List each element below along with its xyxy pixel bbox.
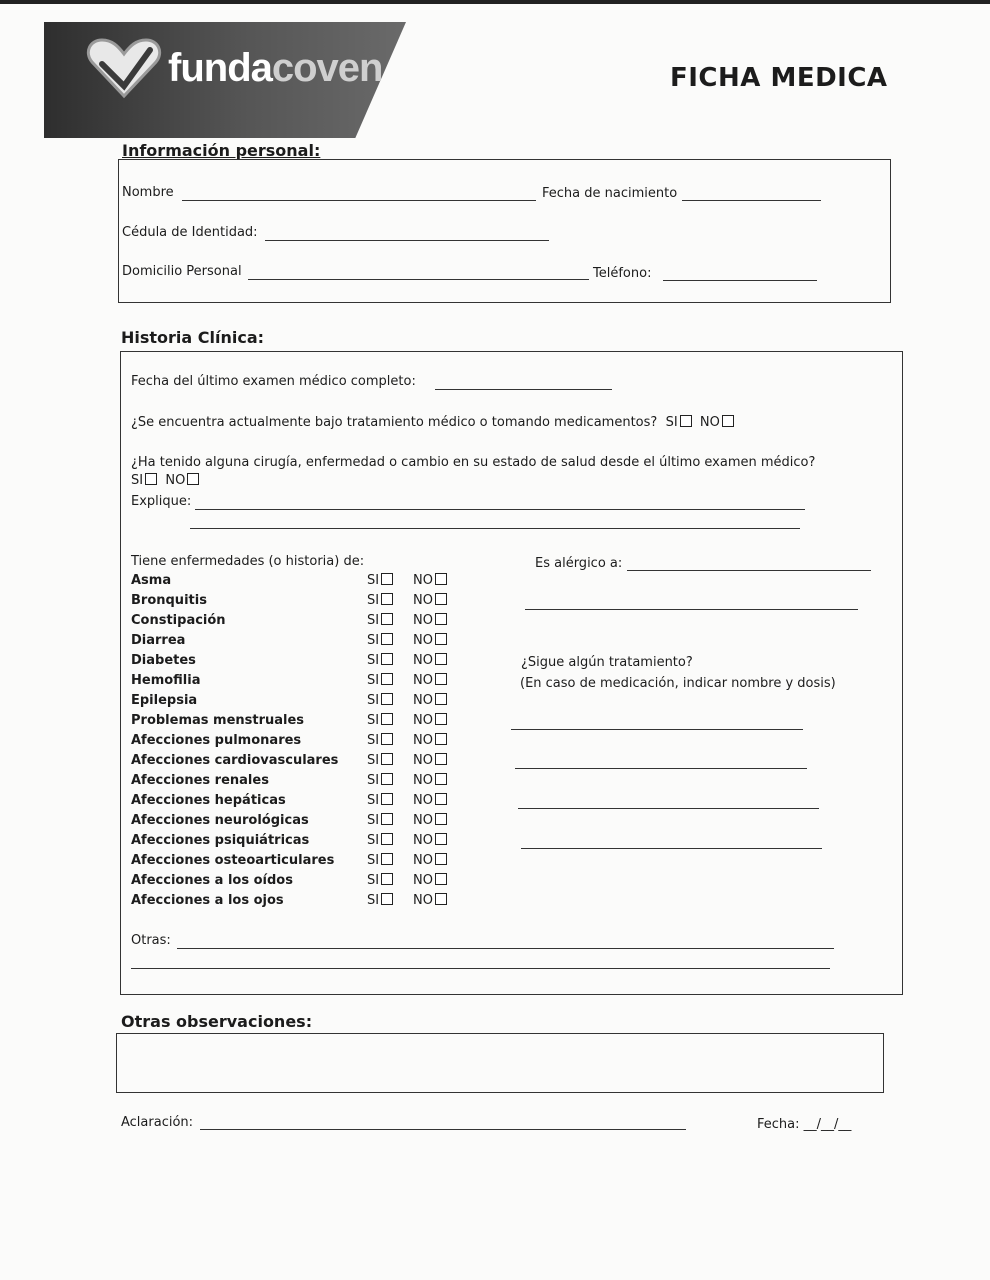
top-edge-line <box>0 0 990 4</box>
condition-si[interactable] <box>367 773 393 788</box>
si-label: SI <box>367 793 380 808</box>
no-label: NO <box>413 773 433 788</box>
si-label: SI <box>367 813 380 828</box>
alergico-field-2[interactable] <box>525 609 858 610</box>
condition-no[interactable] <box>413 793 447 808</box>
condition-label: Afecciones neurológicas <box>131 813 309 828</box>
condition-si[interactable] <box>367 573 393 588</box>
fecha-label <box>757 1117 851 1132</box>
enfermedades-header: Tiene enfermedades (o historia) de: <box>131 554 365 569</box>
cedula-field[interactable] <box>265 240 549 241</box>
cirugia-no-label: NO <box>165 473 186 488</box>
fecha-nacimiento-field[interactable] <box>682 200 821 201</box>
no-label: NO <box>413 673 433 688</box>
explique-field-1[interactable] <box>195 509 805 510</box>
si-label: SI <box>367 693 380 708</box>
tratamiento-no-label: NO <box>699 415 720 430</box>
condition-si[interactable] <box>367 853 393 868</box>
condition-no[interactable] <box>413 573 447 588</box>
page-title: FICHA MEDICA <box>670 63 888 93</box>
si-checkbox[interactable] <box>381 873 393 885</box>
tratamiento-question-text: ¿Se encuentra actualmente bajo tratamiento médico o tomando medicamentos? <box>131 415 658 430</box>
tratamiento-si-checkbox[interactable] <box>680 415 692 427</box>
fecha-field[interactable]: __/__/__ <box>803 1117 852 1132</box>
no-checkbox[interactable] <box>435 693 447 705</box>
no-label: NO <box>413 873 433 888</box>
si-checkbox[interactable] <box>381 653 393 665</box>
logo-part1: funda <box>168 46 272 90</box>
no-label: NO <box>413 593 433 608</box>
cirugia-options <box>131 473 199 488</box>
no-label: NO <box>413 833 433 848</box>
si-label: SI <box>367 633 380 648</box>
si-label: SI <box>367 753 380 768</box>
condition-no[interactable] <box>413 873 447 888</box>
tratamiento-field-3[interactable] <box>518 808 819 809</box>
ultimo-examen-field[interactable] <box>435 389 612 390</box>
no-label: NO <box>413 853 433 868</box>
no-label: NO <box>413 653 433 668</box>
si-label: SI <box>367 773 380 788</box>
no-checkbox[interactable] <box>435 633 447 645</box>
observaciones-section-title: Otras observaciones: <box>121 1012 313 1031</box>
nombre-label: Nombre <box>122 185 174 200</box>
no-checkbox[interactable] <box>435 713 447 725</box>
no-label: NO <box>413 613 433 628</box>
condition-si[interactable] <box>367 813 393 828</box>
no-checkbox[interactable] <box>435 853 447 865</box>
condition-si[interactable] <box>367 733 393 748</box>
condition-si[interactable] <box>367 653 393 668</box>
no-checkbox[interactable] <box>435 793 447 805</box>
condition-label: Afecciones pulmonares <box>131 733 302 748</box>
fecha-label-text: Fecha: <box>757 1117 800 1132</box>
no-checkbox[interactable] <box>435 733 447 745</box>
condition-label: Diarrea <box>131 633 186 648</box>
si-label: SI <box>367 613 380 628</box>
condition-no[interactable] <box>413 813 447 828</box>
condition-label: Asma <box>131 573 172 588</box>
si-label: SI <box>367 653 380 668</box>
telefono-label: Teléfono: <box>593 266 652 281</box>
cirugia-si-label: SI <box>131 473 144 488</box>
condition-no[interactable] <box>413 753 447 768</box>
condition-no[interactable] <box>413 833 447 848</box>
condition-si[interactable] <box>367 613 393 628</box>
no-checkbox[interactable] <box>435 753 447 765</box>
si-label: SI <box>367 833 380 848</box>
si-checkbox[interactable] <box>381 853 393 865</box>
si-label: SI <box>367 853 380 868</box>
logo-wordmark <box>168 46 382 91</box>
observaciones-textarea[interactable] <box>116 1033 884 1093</box>
si-label: SI <box>367 873 380 888</box>
si-checkbox[interactable] <box>381 693 393 705</box>
no-label: NO <box>413 893 433 908</box>
condition-si[interactable] <box>367 833 393 848</box>
no-checkbox[interactable] <box>435 593 447 605</box>
condition-label: Afecciones hepáticas <box>131 793 286 808</box>
no-checkbox[interactable] <box>435 773 447 785</box>
condition-label: Problemas menstruales <box>131 713 305 728</box>
si-checkbox[interactable] <box>381 733 393 745</box>
si-label: SI <box>367 893 380 908</box>
si-label: SI <box>367 593 380 608</box>
no-checkbox[interactable] <box>435 893 447 905</box>
telefono-field[interactable] <box>663 280 817 281</box>
si-checkbox[interactable] <box>381 833 393 845</box>
condition-si[interactable] <box>367 713 393 728</box>
cirugia-question: ¿Ha tenido alguna cirugía, enfermedad o cambio en su estado de salud desde el último examen médico? <box>131 455 816 470</box>
no-checkbox[interactable] <box>435 813 447 825</box>
condition-si[interactable] <box>367 633 393 648</box>
si-label: SI <box>367 573 380 588</box>
explique-field-2[interactable] <box>190 528 800 529</box>
si-checkbox[interactable] <box>381 793 393 805</box>
si-checkbox[interactable] <box>381 593 393 605</box>
condition-si[interactable] <box>367 593 393 608</box>
condition-no[interactable] <box>413 613 447 628</box>
tratamiento-no-checkbox[interactable] <box>722 415 734 427</box>
condition-label: Hemofilia <box>131 673 201 688</box>
tratamiento-field-4[interactable] <box>521 848 822 849</box>
no-label: NO <box>413 753 433 768</box>
condition-si[interactable] <box>367 893 393 908</box>
condition-label: Afecciones osteoarticulares <box>131 853 335 868</box>
domicilio-label: Domicilio Personal <box>122 264 242 279</box>
condition-label: Afecciones cardiovasculares <box>131 753 339 768</box>
cirugia-no-checkbox[interactable] <box>187 473 199 485</box>
ultimo-examen-label: Fecha del último examen médico completo: <box>131 374 416 389</box>
aclaracion-field[interactable] <box>200 1129 686 1130</box>
si-checkbox[interactable] <box>381 773 393 785</box>
no-label: NO <box>413 633 433 648</box>
condition-no[interactable] <box>413 713 447 728</box>
condition-label: Constipación <box>131 613 226 628</box>
no-label: NO <box>413 813 433 828</box>
alergico-field-1[interactable] <box>627 570 871 571</box>
condition-label: Afecciones renales <box>131 773 269 788</box>
condition-no[interactable] <box>413 653 447 668</box>
si-checkbox[interactable] <box>381 673 393 685</box>
no-label: NO <box>413 733 433 748</box>
condition-label: Epilepsia <box>131 693 198 708</box>
cedula-label: Cédula de Identidad: <box>122 225 258 240</box>
heart-logo-icon <box>84 36 164 102</box>
no-checkbox[interactable] <box>435 573 447 585</box>
no-label: NO <box>413 693 433 708</box>
condition-no[interactable] <box>413 773 447 788</box>
condition-si[interactable] <box>367 673 393 688</box>
no-checkbox[interactable] <box>435 673 447 685</box>
otras-field-2[interactable] <box>131 968 830 969</box>
otras-label: Otras: <box>131 933 171 948</box>
condition-label: Afecciones a los ojos <box>131 893 284 908</box>
condition-no[interactable] <box>413 693 447 708</box>
si-checkbox[interactable] <box>381 613 393 625</box>
tratamiento-question <box>131 415 734 430</box>
si-checkbox[interactable] <box>381 893 393 905</box>
tratamiento-field-2[interactable] <box>515 768 807 769</box>
no-checkbox[interactable] <box>435 653 447 665</box>
condition-no[interactable] <box>413 893 447 908</box>
aclaracion-label: Aclaración: <box>121 1115 194 1130</box>
nombre-field[interactable] <box>182 200 536 201</box>
logo-part2: coven <box>271 46 383 90</box>
sigue-tratamiento-label: ¿Sigue algún tratamiento? <box>521 655 693 670</box>
personal-section-title: Información personal: <box>122 141 321 160</box>
si-checkbox[interactable] <box>381 633 393 645</box>
si-checkbox[interactable] <box>381 573 393 585</box>
condition-no[interactable] <box>413 853 447 868</box>
fecha-nacimiento-label: Fecha de nacimiento <box>542 186 678 201</box>
condition-label: Diabetes <box>131 653 196 668</box>
domicilio-field[interactable] <box>248 279 589 280</box>
otras-field-1[interactable] <box>177 948 834 949</box>
alergico-label: Es alérgico a: <box>535 556 623 571</box>
condition-no[interactable] <box>413 633 447 648</box>
si-label: SI <box>367 673 380 688</box>
condition-label: Afecciones psiquiátricas <box>131 833 310 848</box>
tratamiento-si-label: SI <box>665 415 678 430</box>
condition-label: Afecciones a los oídos <box>131 873 293 888</box>
tratamiento-field-1[interactable] <box>511 729 803 730</box>
historia-section-title: Historia Clínica: <box>121 328 265 347</box>
no-label: NO <box>413 573 433 588</box>
no-checkbox[interactable] <box>435 833 447 845</box>
medicacion-hint: (En caso de medicación, indicar nombre y dosis) <box>520 676 836 691</box>
condition-no[interactable] <box>413 673 447 688</box>
cirugia-si-checkbox[interactable] <box>145 473 157 485</box>
si-checkbox[interactable] <box>381 713 393 725</box>
condition-si[interactable] <box>367 753 393 768</box>
condition-no[interactable] <box>413 733 447 748</box>
explique-label: Explique: <box>131 494 192 509</box>
no-label: NO <box>413 713 433 728</box>
si-label: SI <box>367 733 380 748</box>
condition-no[interactable] <box>413 593 447 608</box>
si-label: SI <box>367 713 380 728</box>
condition-si[interactable] <box>367 793 393 808</box>
condition-label: Bronquitis <box>131 593 207 608</box>
no-label: NO <box>413 793 433 808</box>
no-checkbox[interactable] <box>435 613 447 625</box>
si-checkbox[interactable] <box>381 753 393 765</box>
no-checkbox[interactable] <box>435 873 447 885</box>
condition-si[interactable] <box>367 693 393 708</box>
si-checkbox[interactable] <box>381 813 393 825</box>
condition-si[interactable] <box>367 873 393 888</box>
